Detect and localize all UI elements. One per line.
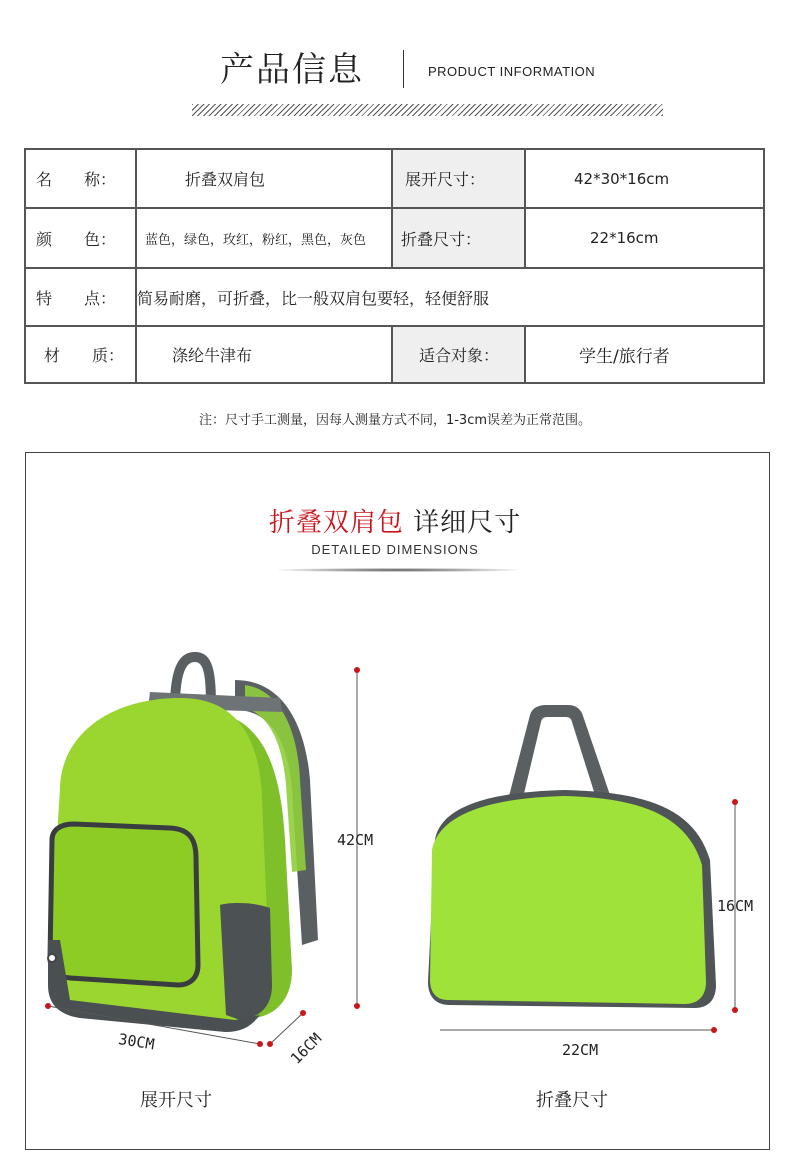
title-divider xyxy=(403,50,404,88)
backpack-dimension-lines xyxy=(30,660,370,1060)
backpack-height-label: 42CM xyxy=(337,831,374,849)
spec-label-fold-size: 折叠尺寸： xyxy=(393,209,526,267)
open-size-caption: 展开尺寸 xyxy=(140,1090,212,1111)
dimension-underline xyxy=(278,568,518,572)
hatch-decoration xyxy=(192,104,663,116)
dimension-dot xyxy=(354,1003,360,1009)
spec-value-feature: 简易耐磨，可折叠，比一般双肩包要轻，轻便舒服 xyxy=(137,288,490,308)
dimension-dot xyxy=(267,1041,273,1047)
spec-label-open-size: 展开尺寸： xyxy=(393,150,526,207)
spec-value-open-size: 42*30*16cm xyxy=(574,169,670,188)
backpack-width-label: 30CM xyxy=(117,1030,156,1054)
spec-label-audience: 适合对象： xyxy=(393,327,526,382)
dimension-dot xyxy=(257,1041,263,1047)
page-title: 产品信息 xyxy=(220,50,364,90)
spec-label-name: 名 称： xyxy=(26,150,137,207)
dimension-title-detail: 详细尺寸 xyxy=(413,508,522,538)
measurement-note: 注：尺寸手工测量，因每人测量方式不同，1-3cm误差为正常范围。 xyxy=(198,413,592,428)
dimension-subtitle: DETAILED DIMENSIONS xyxy=(311,542,479,557)
backpack-depth-label: 16CM xyxy=(287,1029,326,1068)
dimension-title xyxy=(0,502,790,539)
spec-value-material: 涤纶牛津布 xyxy=(137,327,393,382)
spec-row-name xyxy=(26,150,763,209)
folded-width-label: 22CM xyxy=(562,1041,599,1059)
fold-size-caption: 折叠尺寸 xyxy=(536,1090,608,1111)
dimension-dot xyxy=(300,1010,306,1016)
spec-value-fold-size: 22*16cm xyxy=(590,229,659,247)
spec-value-color: 蓝色，绿色，玫红，粉红，黑色，灰色 xyxy=(137,209,393,267)
spec-value-name: 折叠双肩包 xyxy=(137,150,393,207)
spec-row-feature xyxy=(26,269,763,327)
folded-dimension-lines xyxy=(420,790,750,1050)
dimension-dot xyxy=(732,799,738,805)
dimension-dot xyxy=(354,667,360,673)
dimension-dot xyxy=(45,1003,51,1009)
folded-height-label: 16CM xyxy=(717,897,754,915)
spec-row-color xyxy=(26,209,763,269)
spec-table xyxy=(24,148,765,384)
spec-label-color: 颜 色： xyxy=(26,209,137,267)
spec-label-feature: 特 点： xyxy=(26,269,137,325)
dimension-title-product: 折叠双肩包 xyxy=(268,508,404,538)
spec-value-audience: 学生/旅行者 xyxy=(579,347,670,367)
dimension-dot xyxy=(732,1007,738,1013)
page-subtitle: PRODUCT INFORMATION xyxy=(428,64,596,79)
spec-label-material: 材 质： xyxy=(26,327,137,382)
dimension-dot xyxy=(711,1027,717,1033)
folded-bag-handle xyxy=(508,705,610,802)
spec-row-material xyxy=(26,327,763,382)
